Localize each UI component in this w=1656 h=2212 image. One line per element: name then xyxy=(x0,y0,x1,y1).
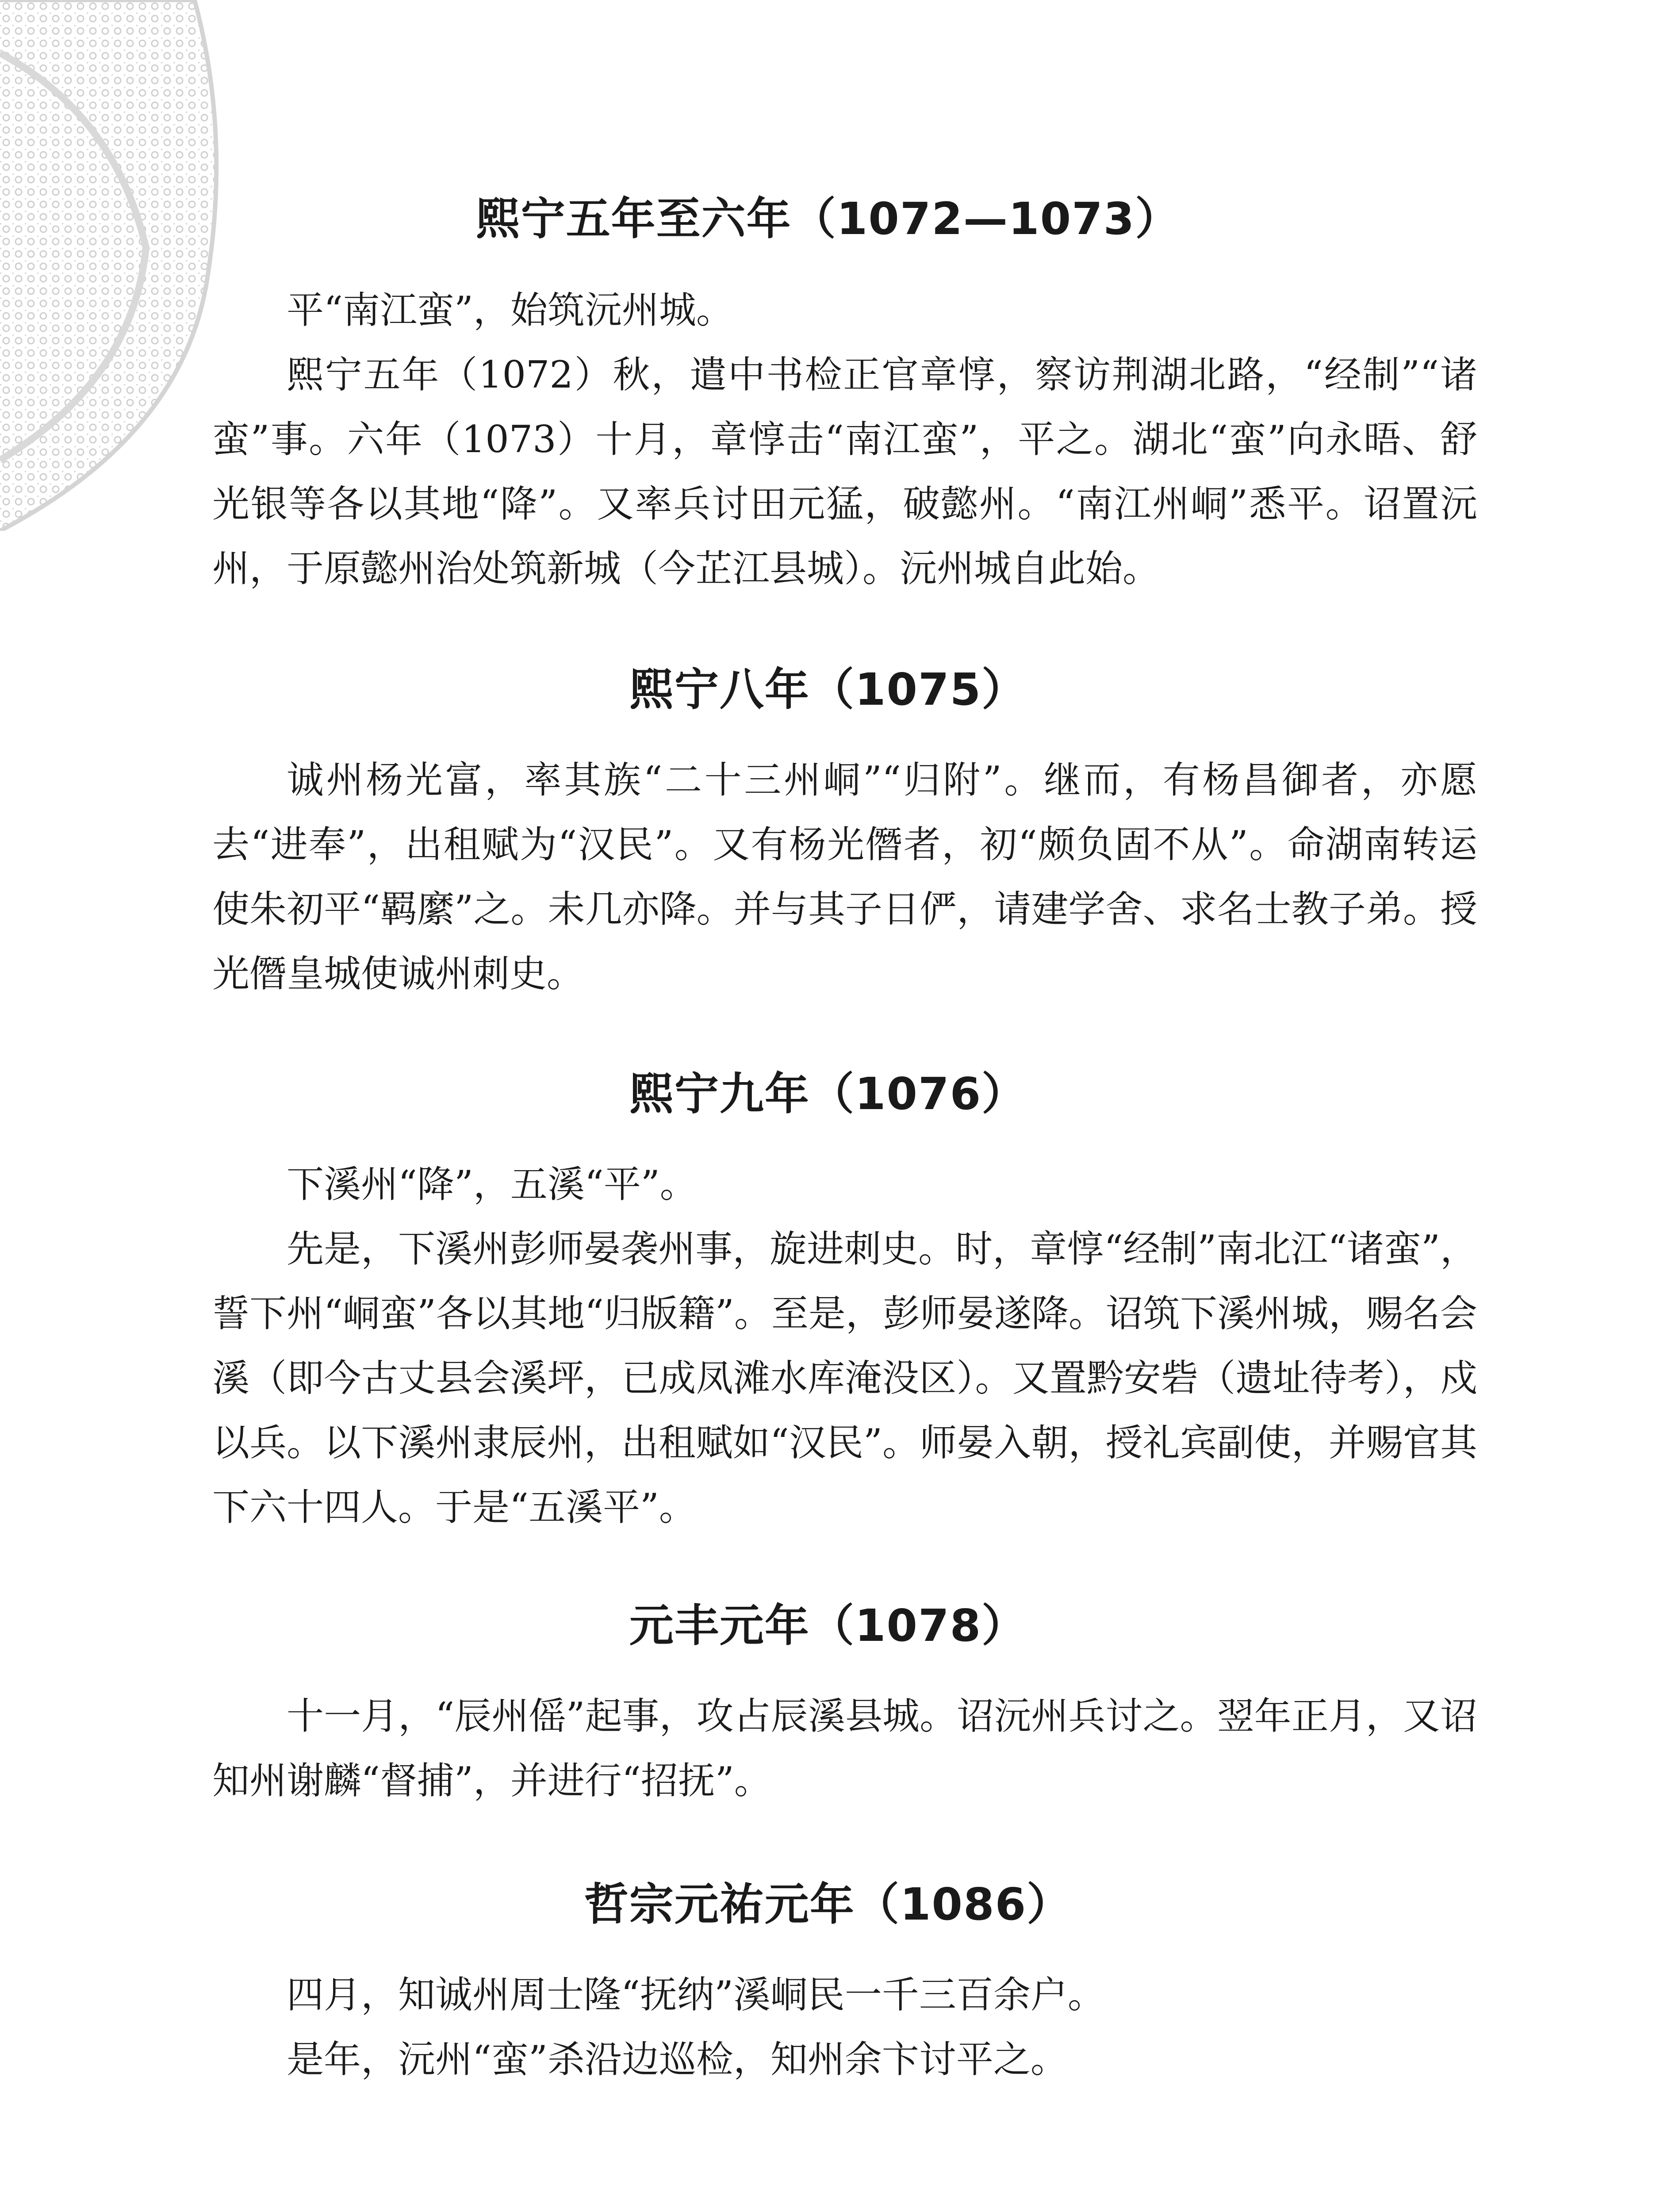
paragraph: 下溪州“降”，五溪“平”。 xyxy=(287,1163,697,1206)
paragraph: 平“南江蛮”，始筑沅州城。 xyxy=(287,288,733,332)
section-heading: 熙宁五年至六年（1072—1073） xyxy=(475,193,1181,245)
section-heading: 熙宁八年（1075） xyxy=(629,664,1027,715)
paragraph: 是年，沅州“蛮”杀沿边巡检，知州余卞讨平之。 xyxy=(287,2038,1068,2081)
paragraph: 四月，知诚州周士隆“抚纳”溪峒民一千三百余户。 xyxy=(287,1973,1105,2016)
paragraph: 诚州杨光富，率其族“二十三州峒”“归附”。继而，有杨昌御者，亦愿去“进奉”，出租赋为“汉民”。又有杨光僭者，初“颇负固不从”。命湖南转运使朱初平“羁縻”之。未几亦降。并与其子日俨，请建学舍、求名士教子弟。授光僭皇城使诚州刺史。 xyxy=(212,758,1477,995)
paragraph: 熙宁五年（1072）秋，遣中书检正官章惇，察访荆湖北路，“经制”“诸蛮”事。六年（1073）十月，章惇击“南江蛮”，平之。湖北“蛮”向永晤、舒光银等各以其地“降”。又率兵讨田元猛，破懿州。“南江州峒”悉平。诏置沅州，于原懿州治处筑新城（今芷江县城）。沅州城自此始。 xyxy=(212,353,1477,590)
paragraph: 先是，下溪州彭师晏袭州事，旋进刺史。时，章惇“经制”南北江“诸蛮”，誓下州“峒蛮”各以其地“归版籍”。至是，彭师晏遂降。诏筑下溪州城，赐名会溪（即今古丈县会溪坪，已成凤滩水库淹没区）。又置黔安砦（遗址待考），戍以兵。以下溪州隶辰州，出租赋如“汉民”。师晏入朝，授礼宾副使，并赐官其下六十四人。于是“五溪平”。 xyxy=(212,1227,1477,1529)
paragraph: 十一月，“辰州傜”起事，攻占辰溪县城。诏沅州兵讨之。翌年正月，又诏知州谢麟“督捕”，并进行“招抚”。 xyxy=(212,1694,1477,1802)
section-heading: 元丰元年（1078） xyxy=(629,1600,1027,1651)
section-heading: 哲宗元祐元年（1086） xyxy=(584,1878,1072,1930)
section-heading: 熙宁九年（1076） xyxy=(629,1068,1027,1120)
